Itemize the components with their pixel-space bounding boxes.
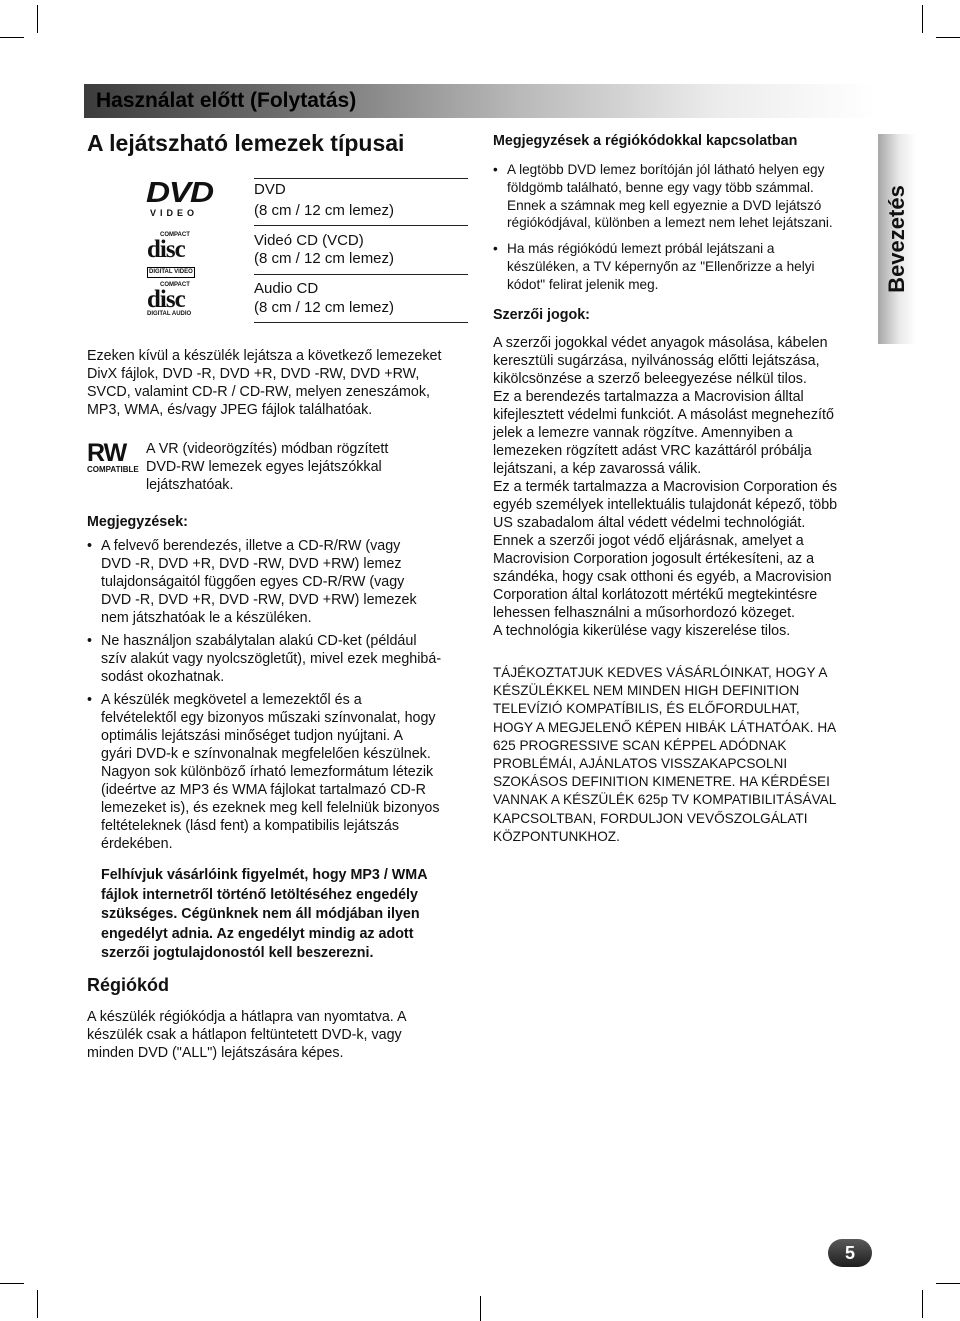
note-item bbox=[87, 537, 472, 627]
region-note-line: régiókódjával, különben a lemezt nem lehet lejátszani. bbox=[507, 215, 833, 231]
note-line: A felvevő berendezés, illetve a CD-R/RW (vagy bbox=[101, 538, 401, 554]
copyright-line: lehessen felhasználni a műsorhordozó közeget. bbox=[493, 605, 796, 621]
warning-line: Felhívjuk vásárlóink figyelmét, hogy MP3 / WMA bbox=[101, 867, 428, 883]
rw-logo-sub: COMPATIBLE bbox=[87, 465, 139, 474]
copyright-line: Ennek a szerzői jogot védő eljárásnak, amelyet a bbox=[493, 533, 804, 549]
notice-line: KÖZPONTUNKHOZ. bbox=[493, 828, 620, 844]
sidebar-tab-label: Bevezetés bbox=[884, 185, 909, 293]
copyright-line: kikölcsönzése a szerző beleegyezése nélkül tilos. bbox=[493, 371, 807, 387]
bullet-icon: • bbox=[493, 162, 498, 177]
region-line: A készülék régiókódja a hátlapra van nyomtatva. A bbox=[87, 1009, 407, 1025]
notes-title: Megjegyzések: bbox=[87, 514, 188, 530]
region-notes-list bbox=[493, 161, 878, 294]
notice-line: KAPCSOLTBAN, FORDULJON VEVŐSZOLGÁLATI bbox=[493, 810, 808, 826]
section-title: A lejátszható lemezek típusai bbox=[87, 130, 405, 156]
note-line: tulajdonságaitól függően egyes CD-R/RW (vagy bbox=[101, 574, 405, 590]
sidebar-tab-label-wrap bbox=[878, 134, 916, 344]
copyright-line: jelek a lemezre vannak rögzítve. Amennyiben a bbox=[493, 425, 793, 441]
copyright-paragraph bbox=[493, 334, 878, 640]
warning-line: fájlok internetről történő letöltéséhez engedély bbox=[101, 886, 418, 903]
notice-line: TELEVÍZIÓ KOMPATÍBILIS, ÉS ELŐFORDULHAT, bbox=[493, 701, 800, 717]
note-line: optimális lejátszási minőséget tudjon nyújtani. A bbox=[101, 728, 403, 744]
page-number-badge: 5 bbox=[828, 1239, 872, 1267]
note-line: A készülék megkövetel a lemezektől és a bbox=[101, 692, 362, 708]
copyright-title: Szerzői jogok: bbox=[493, 307, 590, 323]
note-line: gyári DVD-k e színvonalnak megfelelően készülnek. bbox=[101, 746, 431, 762]
notice-line: VANNAK A KÉSZÜLÉK 625p TV KOMPATIBILITÁSÁVAL bbox=[493, 792, 837, 808]
warning-line: szerzői jogtulajdonostól kell beszerezni. bbox=[101, 945, 374, 961]
copyright-line: keresztüli sugárzása, nyilvánosság előtti lejátszása, bbox=[493, 353, 820, 369]
bullet-icon: • bbox=[87, 633, 93, 649]
warning-line: engedélyt adnia. Az engedélyt mindig az adott bbox=[101, 925, 414, 942]
region-note-line: A legtöbb DVD lemez borítóján jól látható helyen egy bbox=[507, 162, 825, 177]
region-note-line: Ha más régiókódú lemezt próbál lejátszani a bbox=[507, 241, 775, 257]
dvd-logo-sub: VIDEO bbox=[150, 208, 199, 218]
cd-logo-top: COMPACT bbox=[160, 282, 190, 288]
disc-size: (8 cm / 12 cm lemez) bbox=[254, 250, 395, 267]
note-line: érdekében. bbox=[101, 836, 173, 852]
copyright-warning bbox=[101, 866, 481, 964]
divider bbox=[254, 274, 468, 275]
dvd-logo-word: DVD bbox=[146, 177, 213, 209]
rw-note-line: A VR (videorögzítés) módban rögzített bbox=[146, 441, 389, 457]
region-paragraph bbox=[87, 1008, 472, 1062]
notice-line: TÁJÉKOZTATJUK KEDVES VÁSÁRLÓINKAT, HOGY A bbox=[493, 665, 828, 680]
note-line: DVD -R, DVD +R, DVD -RW, DVD +RW) lemez bbox=[101, 556, 402, 572]
note-line: Ne használjon szabálytalan alakú CD-ket (például bbox=[101, 633, 417, 649]
crop-mark bbox=[936, 1283, 960, 1284]
region-line: minden DVD ("ALL") lejátszására képes. bbox=[87, 1045, 344, 1061]
copyright-line: lejátszani, a kép zavarossá válik. bbox=[493, 461, 702, 477]
hd-compatibility-notice bbox=[493, 664, 893, 846]
cd-logo-word: disc bbox=[147, 286, 185, 313]
note-line: (ideértve az MP3 és WMA fájlokat tartalmazó CD-R bbox=[101, 782, 426, 798]
rw-note bbox=[146, 440, 466, 494]
crop-mark bbox=[37, 5, 38, 33]
note-line: Nagyon sok különböző írható lemezformátum létezik bbox=[101, 764, 434, 780]
dvd-video-logo bbox=[146, 177, 213, 220]
notes-list bbox=[87, 537, 472, 853]
compact-disc-audio-logo bbox=[147, 282, 203, 322]
region-note-line: földgömb található, benne egy vagy több számmal. bbox=[507, 179, 814, 195]
disc-size: (8 cm / 12 cm lemez) bbox=[254, 299, 395, 316]
region-note-line: kódot" felirat jelenik meg. bbox=[507, 276, 659, 292]
note-line: felvételektől egy bizonyos műszaki színvonalat, hogy bbox=[101, 710, 436, 726]
crop-mark bbox=[922, 1290, 923, 1318]
copyright-line: Ez a berendezés tartalmazza a Macrovision álltal bbox=[493, 389, 804, 405]
bullet-icon: • bbox=[87, 692, 93, 708]
compact-disc-video-logo bbox=[147, 232, 201, 275]
notice-line: 625 PROGRESSIVE SCAN KÉPPEL ADÓDNAK bbox=[493, 737, 787, 753]
note-line: nem játszhatóak le a készüléken. bbox=[101, 610, 312, 626]
copyright-line: lemezeken rögzített adást VRC kazáttáról próbálja bbox=[493, 443, 812, 459]
cd-logo-word: disc bbox=[147, 236, 185, 263]
crop-mark bbox=[0, 1283, 24, 1284]
copyright-line: Corporation által korlátozott mértékű megtekintésre bbox=[493, 587, 818, 603]
warning-line: szükséges. Cégünknek nem áll módjában ilyen bbox=[101, 906, 420, 922]
intro-line: SVCD, valamint CD-R / CD-RW, melyen zeneszámok, bbox=[87, 384, 430, 400]
cd-logo-sub: DIGITAL VIDEO bbox=[147, 267, 195, 278]
note-line: sodást okozhatnak. bbox=[101, 669, 225, 685]
region-line: készülék csak a hátlapon feltüntetett DVD-k, vagy bbox=[87, 1027, 402, 1043]
intro-paragraph bbox=[87, 347, 487, 419]
rw-note-line: lejátszhatóak. bbox=[146, 477, 234, 493]
copyright-line: egyéb személyek intellektuális tulajdonát képező, több bbox=[493, 497, 838, 513]
crop-mark bbox=[480, 1296, 481, 1321]
note-line: feltételeknek (lásd fent) a kompatibilis lejátszás bbox=[101, 818, 399, 834]
copyright-line: A szerzői jogokkal védet anyagok másolása, kábelen bbox=[493, 335, 828, 351]
disc-size: (8 cm / 12 cm lemez) bbox=[254, 202, 395, 219]
divider bbox=[254, 322, 468, 323]
copyright-line: Ez a termék tartalmazza a Macrovision Corporation és bbox=[493, 479, 838, 495]
notice-line: SZOKÁSOS DEFINITION KIMENETRE. HA KÉRDÉSEI bbox=[493, 774, 830, 790]
crop-mark bbox=[936, 37, 960, 38]
cd-logo-top: COMPACT bbox=[160, 232, 190, 238]
disc-name: Audio CD bbox=[254, 280, 319, 297]
rw-compatible-logo bbox=[87, 441, 143, 475]
copyright-line: szándéka, hogy csak otthoni és egyéb, a Macrovision bbox=[493, 569, 832, 585]
crop-mark bbox=[922, 5, 923, 33]
copyright-line: kifejlesztett védelmi funkciót. A másolást megnehezítő bbox=[493, 407, 834, 423]
bullet-icon: • bbox=[87, 538, 93, 554]
divider bbox=[254, 178, 468, 179]
region-note-item bbox=[493, 161, 878, 232]
disc-name: DVD bbox=[254, 181, 286, 198]
crop-mark bbox=[37, 1290, 38, 1318]
region-note-line: Ennek a számnak meg kell egyeznie a DVD lejátszó bbox=[507, 197, 822, 213]
copyright-line: US szabadalom által védett védelmi technológiát. bbox=[493, 515, 806, 531]
bullet-icon: • bbox=[493, 241, 498, 257]
intro-line: Ezeken kívül a készülék lejátsza a következő lemezeket bbox=[87, 348, 442, 364]
note-item bbox=[87, 691, 472, 853]
rw-note-line: DVD-RW lemezek egyes lejátszókkal bbox=[146, 459, 382, 475]
note-line: szív alakút vagy nyolcszögletűt), mivel ezek meghibá- bbox=[101, 651, 442, 667]
cd-logo-sub: DIGITAL AUDIO bbox=[147, 311, 192, 317]
crop-mark bbox=[0, 37, 24, 38]
copyright-line: A technológia kikerülése vagy kiszerelése tilos. bbox=[493, 623, 791, 639]
note-item bbox=[87, 632, 472, 686]
region-note-item bbox=[493, 240, 878, 293]
page-header-title: Használat előtt (Folytatás) bbox=[96, 89, 357, 112]
intro-line: DivX fájlok, DVD -R, DVD +R, DVD -RW, DVD +RW, bbox=[87, 366, 420, 382]
divider bbox=[254, 225, 468, 226]
note-line: lemezeket is), és ezeknek meg kell felelniük bizonyos bbox=[101, 800, 440, 816]
region-notes-title: Megjegyzések a régiókódokkal kapcsolatban bbox=[493, 133, 798, 149]
note-line: DVD -R, DVD +R, DVD -RW, DVD +RW) lemezek bbox=[101, 592, 417, 608]
region-note-line: készüléken, a TV képernyőn az "Ellenőrizze a helyi bbox=[507, 258, 815, 274]
rw-logo-word: RW bbox=[87, 439, 127, 467]
copyright-line: Macrovision Corporation jogosult értékesíteni, az a bbox=[493, 551, 815, 567]
region-title: Régiókód bbox=[87, 975, 170, 995]
disc-name: Videó CD (VCD) bbox=[254, 232, 364, 249]
notice-line: HOGY A MEGJELENŐ KÉPEN HIBÁK LÁTHATÓAK. HA bbox=[493, 719, 837, 735]
intro-line: MP3, WMA, és/vagy JPEG fájlok találhatóak. bbox=[87, 402, 373, 418]
notice-line: KÉSZÜLÉKKEL NEM MINDEN HIGH DEFINITION bbox=[493, 683, 800, 699]
notice-line: PROBLÉMÁI, AJÁNLATOS VISSZAKAPCSOLNI bbox=[493, 756, 788, 772]
